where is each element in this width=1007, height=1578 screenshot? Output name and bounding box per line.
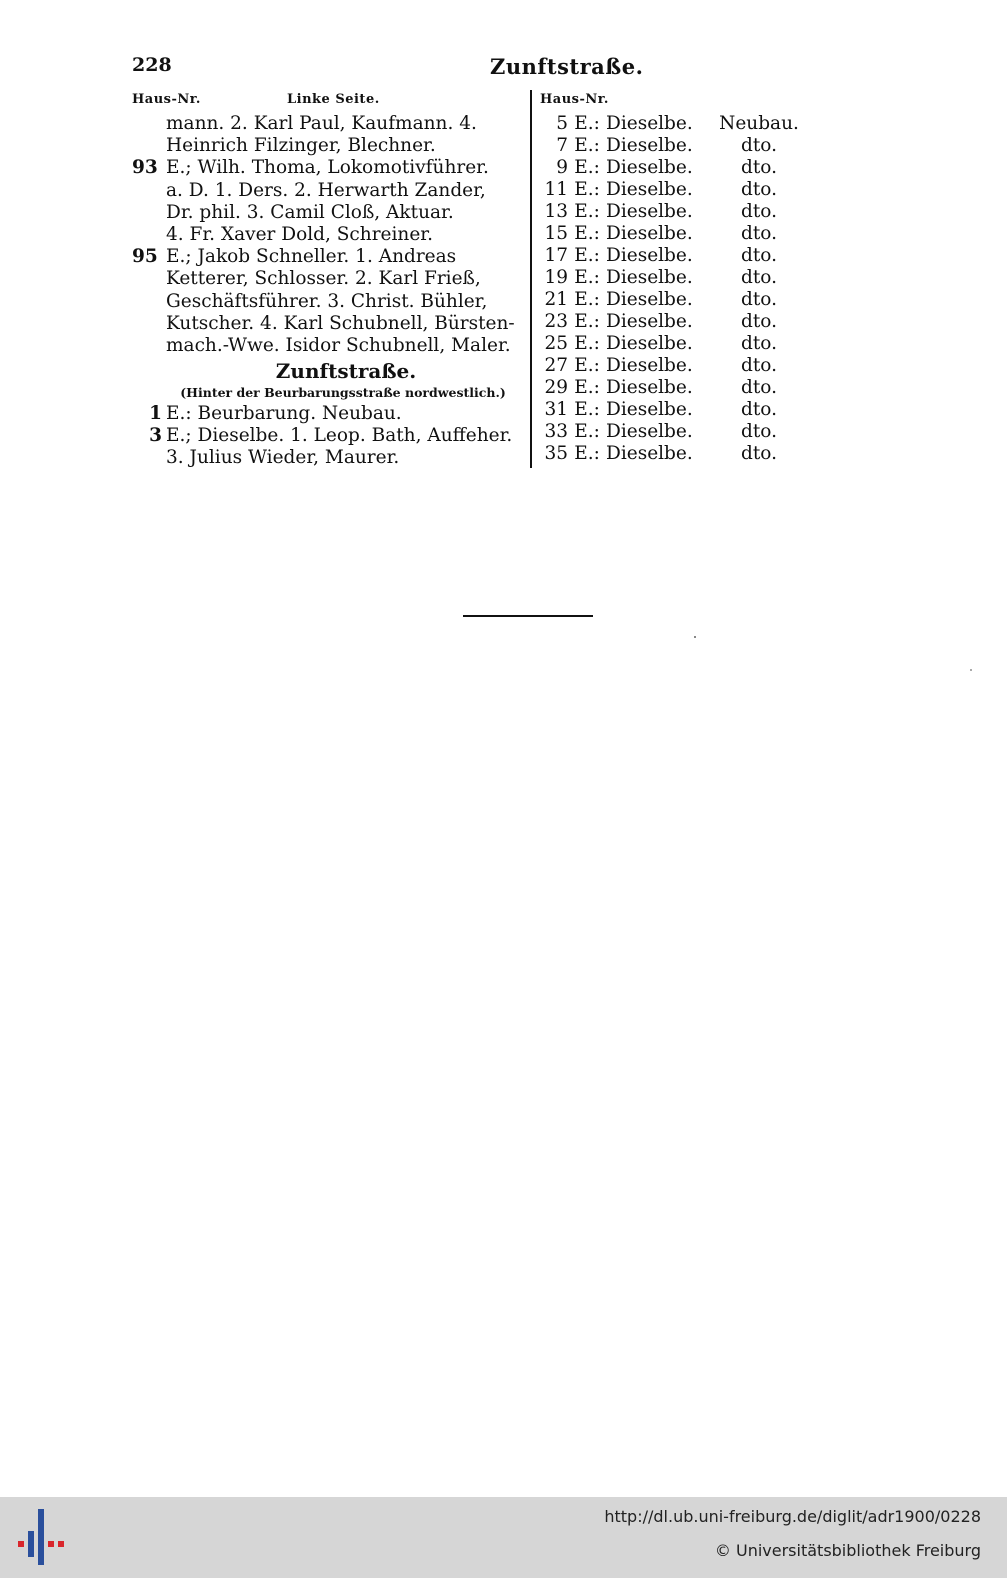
right-column — [536, 113, 826, 465]
entry-text: Dr. phil. 3. Camil Cloß, Aktuar. — [166, 201, 454, 223]
owner-name: Dieselbe. — [606, 223, 693, 244]
entry-text: Geschäftsführer. 3. Christ. Bühler, — [166, 290, 488, 312]
left-entry-line — [132, 335, 524, 357]
left-entry-line — [132, 291, 524, 313]
entry-text: E.; Jakob Schneller. 1. Andreas — [166, 246, 457, 268]
owner-marker: E.: — [574, 245, 600, 266]
house-number: 35 — [544, 443, 568, 464]
entry-text: 4. Fr. Xaver Dold, Schreiner. — [166, 223, 433, 245]
left-column — [132, 113, 524, 470]
owner-marker: E.: — [574, 355, 600, 376]
owner-name: Dieselbe. — [606, 333, 693, 354]
right-entry-row — [536, 179, 826, 201]
right-entry-row — [536, 223, 826, 245]
owner-name: Dieselbe. — [606, 157, 693, 178]
right-entry-row — [536, 443, 826, 465]
left-entry-line — [132, 202, 524, 224]
owner-marker: E.: — [574, 113, 600, 134]
building-status: dto. — [741, 179, 777, 200]
owner-name: Dieselbe. — [606, 289, 693, 310]
running-title: Zunftstraße. — [490, 54, 644, 79]
owner-marker: E.: — [574, 377, 600, 398]
house-number: 93 — [132, 157, 158, 179]
entry-text: Heinrich Filzinger, Blechner. — [166, 135, 436, 157]
owner-marker: E.: — [574, 443, 600, 464]
owner-name: Dieselbe. — [606, 201, 693, 222]
entry-text: E.; Wilh. Thoma, Lokomotivführer. — [166, 157, 489, 179]
building-status: dto. — [741, 333, 777, 354]
section-entry-line — [132, 403, 524, 425]
owner-marker: E.: — [574, 179, 600, 200]
left-house-nr-heading: Haus-Nr. — [132, 92, 201, 107]
section-note: (Hinter der Beurbarungsstraße nordwestlich.) — [180, 385, 506, 401]
owner-name: Dieselbe. — [606, 377, 693, 398]
right-entry-row — [536, 421, 826, 443]
end-rule — [463, 615, 593, 617]
building-status: dto. — [741, 443, 777, 464]
building-status: dto. — [741, 399, 777, 420]
house-number: 15 — [544, 223, 568, 244]
house-number: 31 — [544, 399, 568, 420]
owner-name: Dieselbe. — [606, 179, 693, 200]
house-number: 17 — [544, 245, 568, 266]
owner-name: Dieselbe. — [606, 311, 693, 332]
page-number: 228 — [132, 54, 172, 76]
house-number: 9 — [556, 157, 568, 178]
house-number: 13 — [544, 201, 568, 222]
ub-freiburg-logo-icon[interactable] — [14, 1507, 66, 1571]
column-divider — [530, 90, 532, 468]
entry-text: a. D. 1. Ders. 2. Herwarth Zander, — [166, 179, 486, 201]
page-speck — [970, 669, 972, 671]
owner-name: Dieselbe. — [606, 113, 693, 134]
right-entry-row — [536, 399, 826, 421]
right-entry-row — [536, 113, 826, 135]
house-number: 1 — [149, 403, 162, 425]
owner-marker: E.: — [574, 201, 600, 222]
house-number: 23 — [544, 311, 568, 332]
right-entry-row — [536, 157, 826, 179]
house-number: 29 — [544, 377, 568, 398]
entry-text: Kutscher. 4. Karl Schubnell, Bürsten- — [166, 312, 515, 334]
right-entry-row — [536, 289, 826, 311]
owner-name: Dieselbe. — [606, 421, 693, 442]
copyright-notice: © Universitätsbibliothek Freiburg — [714, 1541, 981, 1560]
left-entry-line — [132, 313, 524, 335]
right-entry-row — [536, 245, 826, 267]
building-status: dto. — [741, 201, 777, 222]
section-title: Zunftstraße. — [275, 359, 417, 384]
building-status: Neubau. — [719, 113, 799, 134]
right-entry-row — [536, 355, 826, 377]
footer-bar — [0, 1497, 1007, 1578]
right-entry-row — [536, 135, 826, 157]
owner-name: Dieselbe. — [606, 355, 693, 376]
building-status: dto. — [741, 289, 777, 310]
owner-marker: E.: — [574, 421, 600, 442]
house-number: 95 — [132, 246, 158, 268]
entry-text: Ketterer, Schlosser. 2. Karl Frieß, — [166, 268, 481, 290]
owner-name: Dieselbe. — [606, 245, 693, 266]
left-side-heading: Linke Seite. — [287, 92, 380, 107]
right-entry-row — [536, 201, 826, 223]
building-status: dto. — [741, 421, 777, 442]
owner-marker: E.: — [574, 135, 600, 156]
building-status: dto. — [741, 135, 777, 156]
section-entry-line — [132, 425, 524, 447]
owner-marker: E.: — [574, 333, 600, 354]
house-number: 3 — [149, 425, 162, 447]
right-house-nr-heading: Haus-Nr. — [540, 92, 609, 107]
owner-marker: E.: — [574, 311, 600, 332]
house-number: 27 — [544, 355, 568, 376]
house-number: 7 — [556, 135, 568, 156]
owner-marker: E.: — [574, 223, 600, 244]
entry-text: 3. Julius Wieder, Maurer. — [166, 447, 400, 469]
house-number: 19 — [544, 267, 568, 288]
building-status: dto. — [741, 223, 777, 244]
entry-text: E.; Dieselbe. 1. Leop. Bath, Auffeher. — [166, 425, 513, 447]
house-number: 5 — [556, 113, 568, 134]
building-status: dto. — [741, 245, 777, 266]
building-status: dto. — [741, 311, 777, 332]
right-entry-row — [536, 333, 826, 355]
owner-marker: E.: — [574, 399, 600, 420]
house-number: 33 — [544, 421, 568, 442]
left-entry-line — [132, 246, 524, 268]
entry-text: mach.-Wwe. Isidor Schubnell, Maler. — [166, 334, 511, 356]
owner-name: Dieselbe. — [606, 399, 693, 420]
left-entry-line — [132, 180, 524, 202]
right-entry-row — [536, 311, 826, 333]
owner-name: Dieselbe. — [606, 135, 693, 156]
building-status: dto. — [741, 267, 777, 288]
left-entry-line — [132, 113, 524, 135]
house-number: 11 — [544, 179, 568, 200]
entry-text: mann. 2. Karl Paul, Kaufmann. 4. — [166, 113, 477, 134]
house-number: 25 — [544, 333, 568, 354]
page-speck — [694, 636, 696, 638]
permalink-url[interactable]: http://dl.ub.uni-freiburg.de/diglit/adr1900/0228 — [604, 1507, 981, 1526]
left-entry-line — [132, 224, 524, 246]
left-entry-line — [132, 157, 524, 179]
owner-marker: E.: — [574, 157, 600, 178]
right-entry-row — [536, 377, 826, 399]
entry-text: E.: Beurbarung. Neubau. — [166, 403, 402, 425]
section-entry-line — [132, 447, 524, 469]
left-entry-line — [132, 268, 524, 290]
owner-name: Dieselbe. — [606, 443, 693, 464]
left-entry-line — [132, 135, 524, 157]
building-status: dto. — [741, 355, 777, 376]
owner-name: Dieselbe. — [606, 267, 693, 288]
house-number: 21 — [544, 289, 568, 310]
owner-marker: E.: — [574, 289, 600, 310]
owner-marker: E.: — [574, 267, 600, 288]
right-entry-row — [536, 267, 826, 289]
building-status: dto. — [741, 377, 777, 398]
building-status: dto. — [741, 157, 777, 178]
